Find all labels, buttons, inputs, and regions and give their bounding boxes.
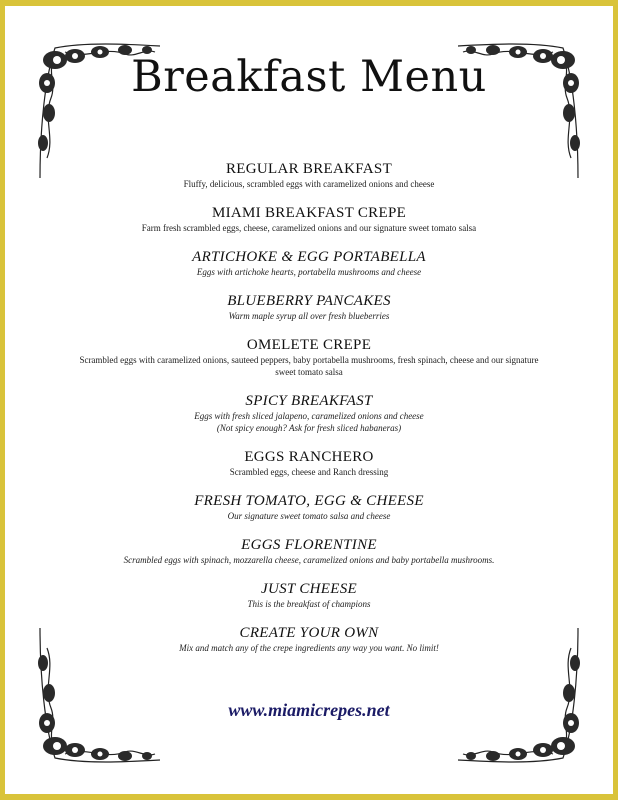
page-title: Breakfast Menu [131,52,487,102]
menu-item-description: sweet tomato salsa [275,367,343,377]
menu-item-description: Scrambled eggs with caramelized onions, sauteed peppers, baby portabella mushrooms, fresh spinach, cheese and our signature [79,355,539,365]
menu-item-omelete-crepe [40,336,578,378]
menu-item-fresh-tomato-egg-cheese [40,492,578,522]
menu-item-title: BLUEBERRY PANCAKES [227,293,391,309]
menu-item-miami-breakfast-crepe [40,204,578,234]
menu-item-title: MIAMI BREAKFAST CREPE [211,205,407,221]
menu-item-title: REGULAR BREAKFAST [225,161,393,177]
menu-item-description: Scrambled eggs, cheese and Ranch dressing [229,467,389,477]
menu-item-eggs-florentine [40,536,578,566]
menu-item-spicy-breakfast [40,392,578,434]
menu-item-description: Farm fresh scrambled eggs, cheese, caramelized onions and our signature sweet tomato salsa [141,223,477,233]
menu-item-title: ARTICHOKE & EGG PORTABELLA [192,249,426,265]
menu-item-description: Warm maple syrup all over fresh blueberries [228,311,390,321]
menu-item-just-cheese [40,580,578,610]
menu-item-create-your-own [40,624,578,654]
menu-item-description: Fluffy, delicious, scrambled eggs with caramelized onions and cheese [183,179,435,189]
menu-item-title: FRESH TOMATO, EGG & CHEESE [194,493,424,509]
menu-item-description: This is the breakfast of champions [247,599,371,609]
menu-item-description: Our signature sweet tomato salsa and cheese [227,511,391,521]
menu-item-description: Mix and match any of the crepe ingredients any way you want. No limit! [179,643,439,653]
menu-item-regular-breakfast [40,160,578,190]
menu-item-description: Eggs with artichoke hearts, portabella mushrooms and cheese [196,267,422,277]
menu-list [40,160,578,668]
website-link[interactable]: www.miamicrepes.net [228,700,390,720]
menu-item-title: SPICY BREAKFAST [245,393,373,409]
menu-item-description: Eggs with fresh sliced jalapeno, caramelized onions and cheese [194,411,424,421]
menu-item-title: EGGS RANCHERO [244,449,374,465]
menu-item-description: Scrambled eggs with spinach, mozzarella cheese, caramelized onions and baby portabella mushrooms. [123,555,495,565]
menu-item-eggs-ranchero [40,448,578,478]
menu-item-artichoke-egg-portabella [40,248,578,278]
menu-item-description: (Not spicy enough? Ask for fresh sliced habaneras) [216,423,402,433]
menu-item-title: JUST CHEESE [261,581,357,597]
menu-item-title: EGGS FLORENTINE [241,537,377,553]
menu-item-title: OMELETE CREPE [246,337,372,353]
menu-item-blueberry-pancakes [40,292,578,322]
menu-item-title: CREATE YOUR OWN [239,625,379,641]
